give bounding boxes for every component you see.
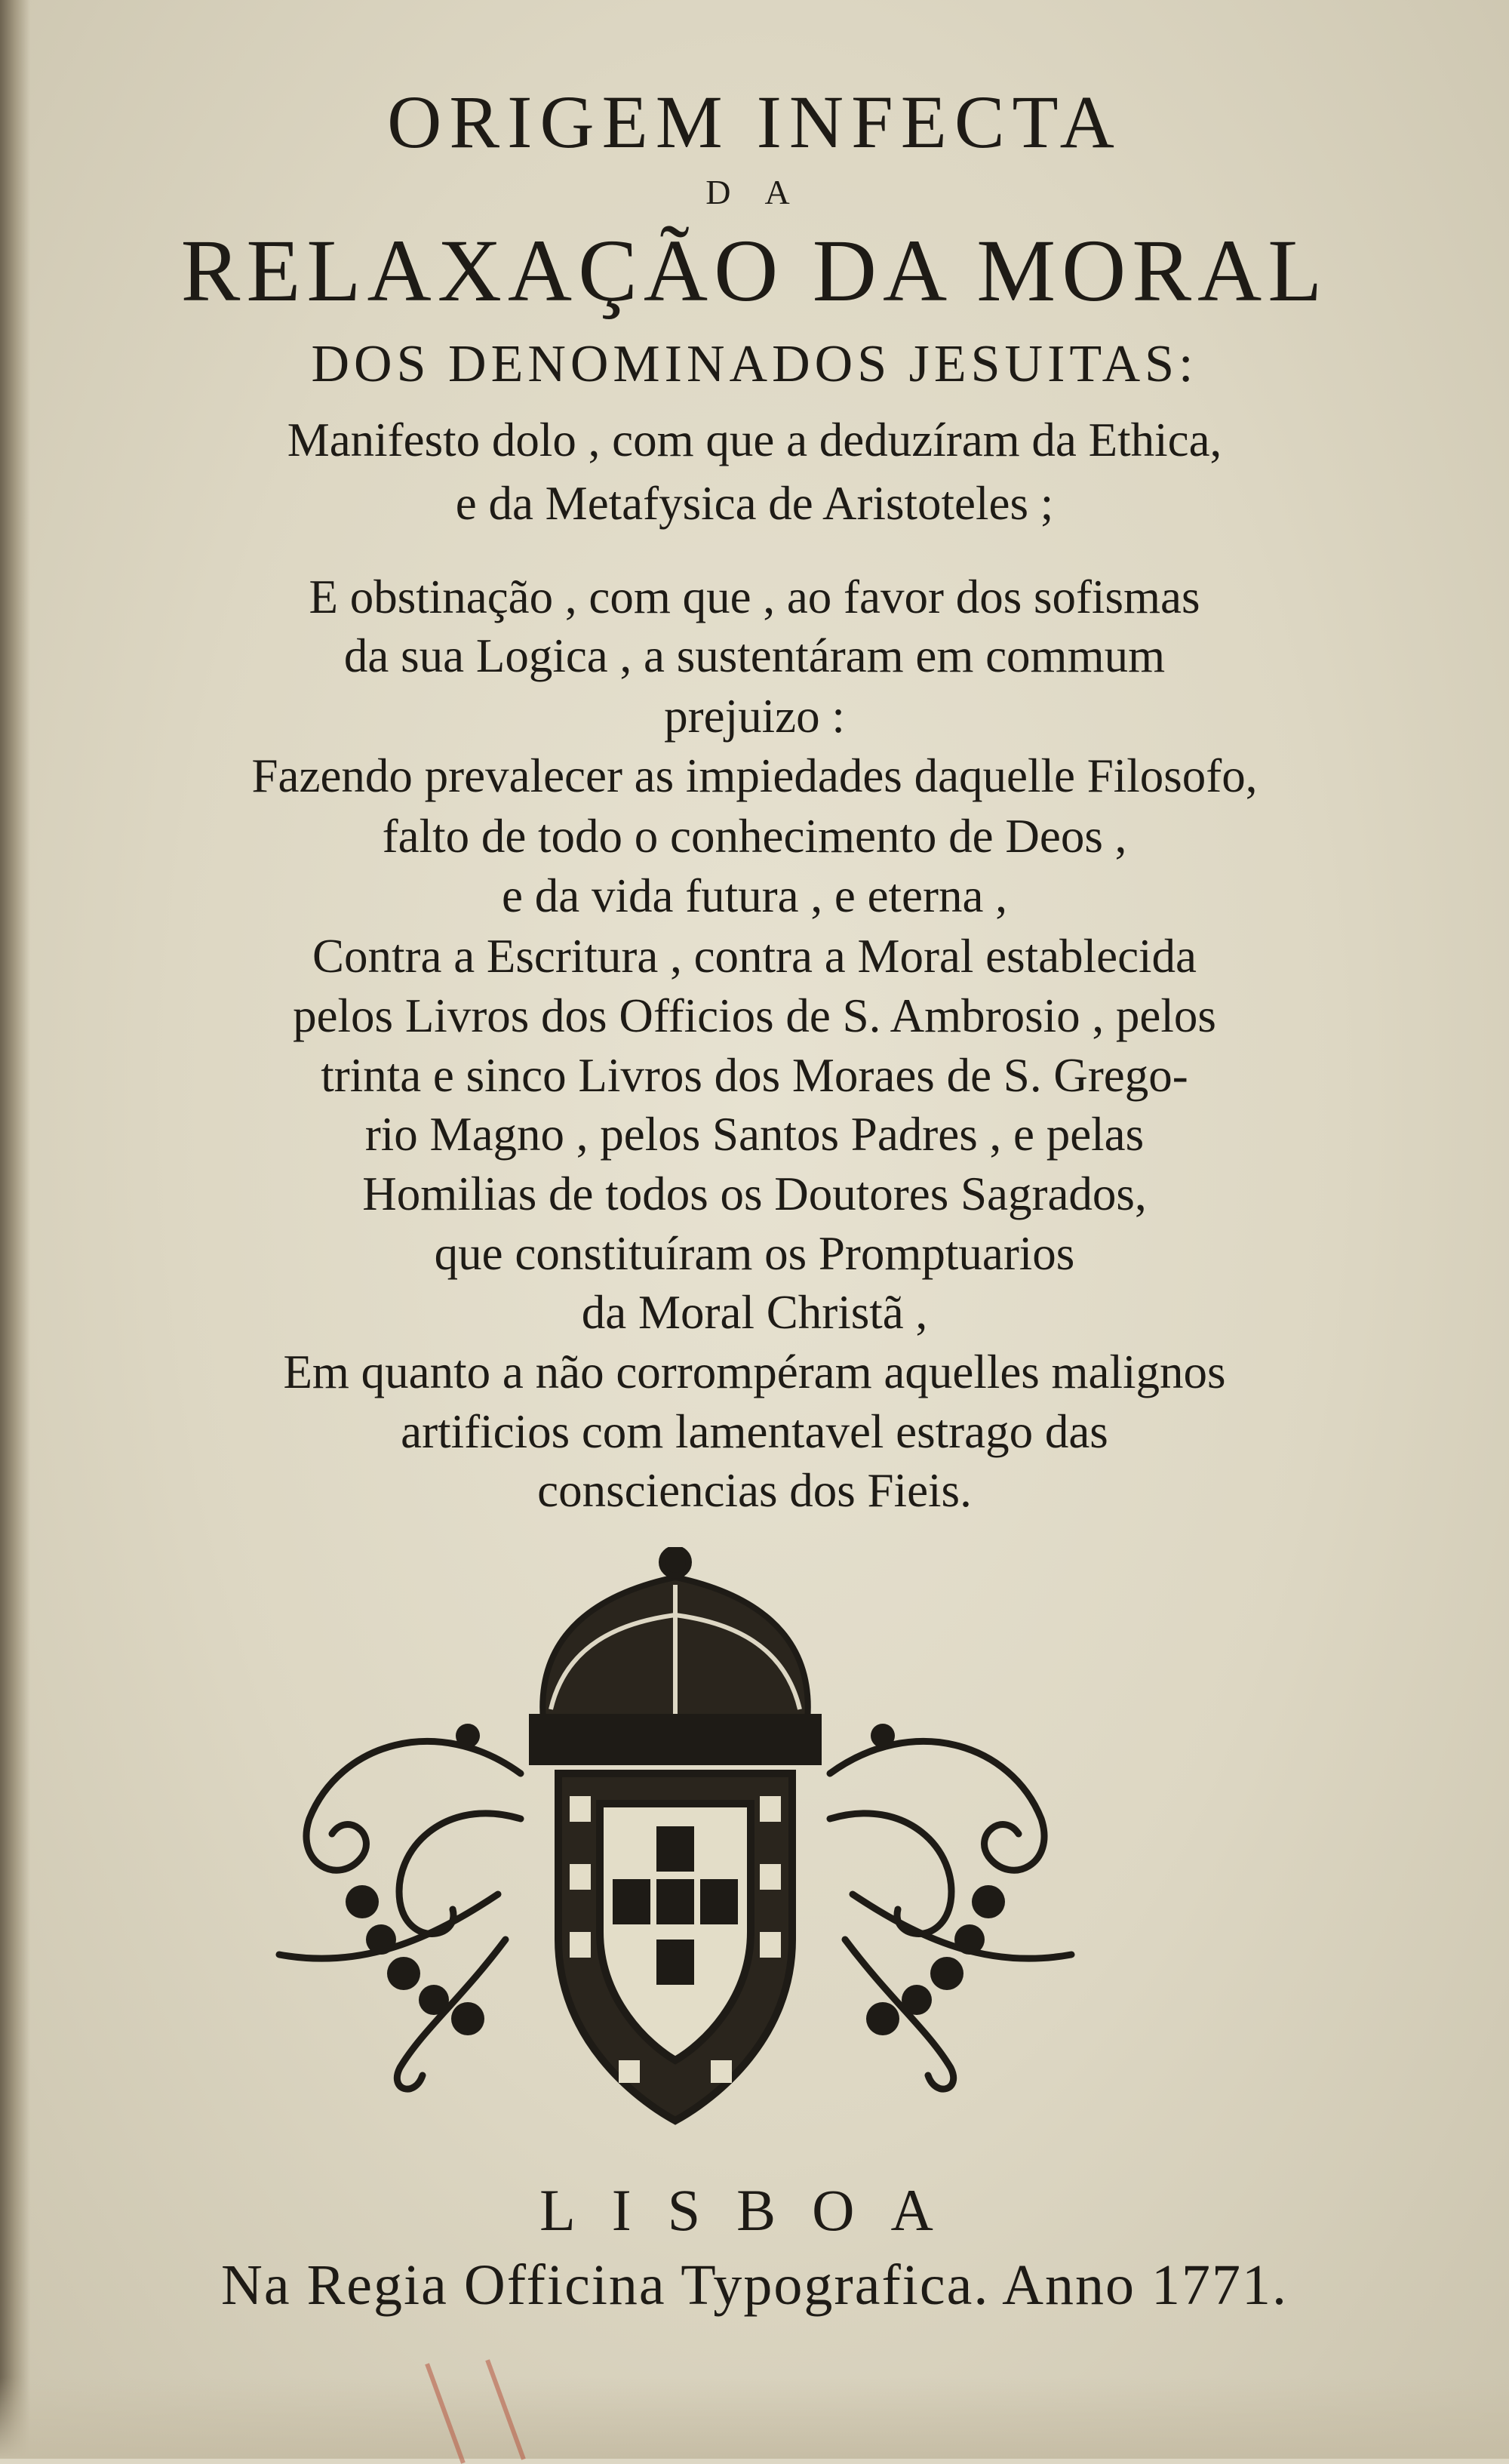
body-line: Fazendo prevalecer as impiedades daquelle Filosofo, — [251, 749, 1258, 802]
body-line: trinta e sinco Livros dos Moraes de S. Grego- — [321, 1049, 1188, 1102]
body-line: consciencias dos Fieis. — [537, 1464, 972, 1517]
body-line: falto de todo o conhecimento de Deos , — [382, 810, 1127, 863]
body-line: e da vida futura , e eterna , — [502, 869, 1007, 922]
body-line: Contra a Escritura , contra a Moral establecida — [312, 930, 1197, 983]
body-line: e da Metafysica de Aristoteles ; — [455, 477, 1054, 530]
body-line: Homilias de todos os Doutores Sagrados, — [362, 1167, 1147, 1220]
body-line: artificios com lamentavel estrago das — [401, 1405, 1108, 1458]
body-line: rio Magno , pelos Santos Padres , e pelas — [364, 1108, 1145, 1161]
body-line: pelos Livros dos Officios de S. Ambrosio , pelos — [293, 989, 1216, 1042]
body-line: da sua Logica , a sustentáram em commum — [343, 629, 1166, 682]
body-line: prejuizo : — [664, 690, 845, 743]
imprint-printer: Na Regia Officina Typografica. Anno 1771. — [220, 2253, 1289, 2317]
royal-coat-of-arms-icon — [249, 1547, 1102, 2151]
title-line-3: RELAXAÇÃO DA MORAL — [180, 221, 1329, 320]
title-line-4: DOS DENOMINADOS JESUITAS: — [311, 335, 1198, 393]
body-line: Manifesto dolo , com que a deduzíram da Ethica, — [287, 414, 1222, 466]
body-line: E obstinação , com que , ao favor dos sofismas — [309, 571, 1200, 623]
title-line-2: D A — [705, 173, 804, 211]
body-line: que constituíram os Promptuarios — [434, 1227, 1075, 1280]
body-line: da Moral Christã , — [581, 1286, 928, 1339]
title-line-1: ORIGEM INFECTA — [387, 80, 1122, 164]
body-line: Em quanto a não corrompéram aquelles malignos — [283, 1346, 1226, 1398]
binding-edge — [0, 0, 30, 2459]
page-bottom-shadow — [0, 2377, 1509, 2459]
imprint-city: LISBOA — [539, 2177, 970, 2243]
